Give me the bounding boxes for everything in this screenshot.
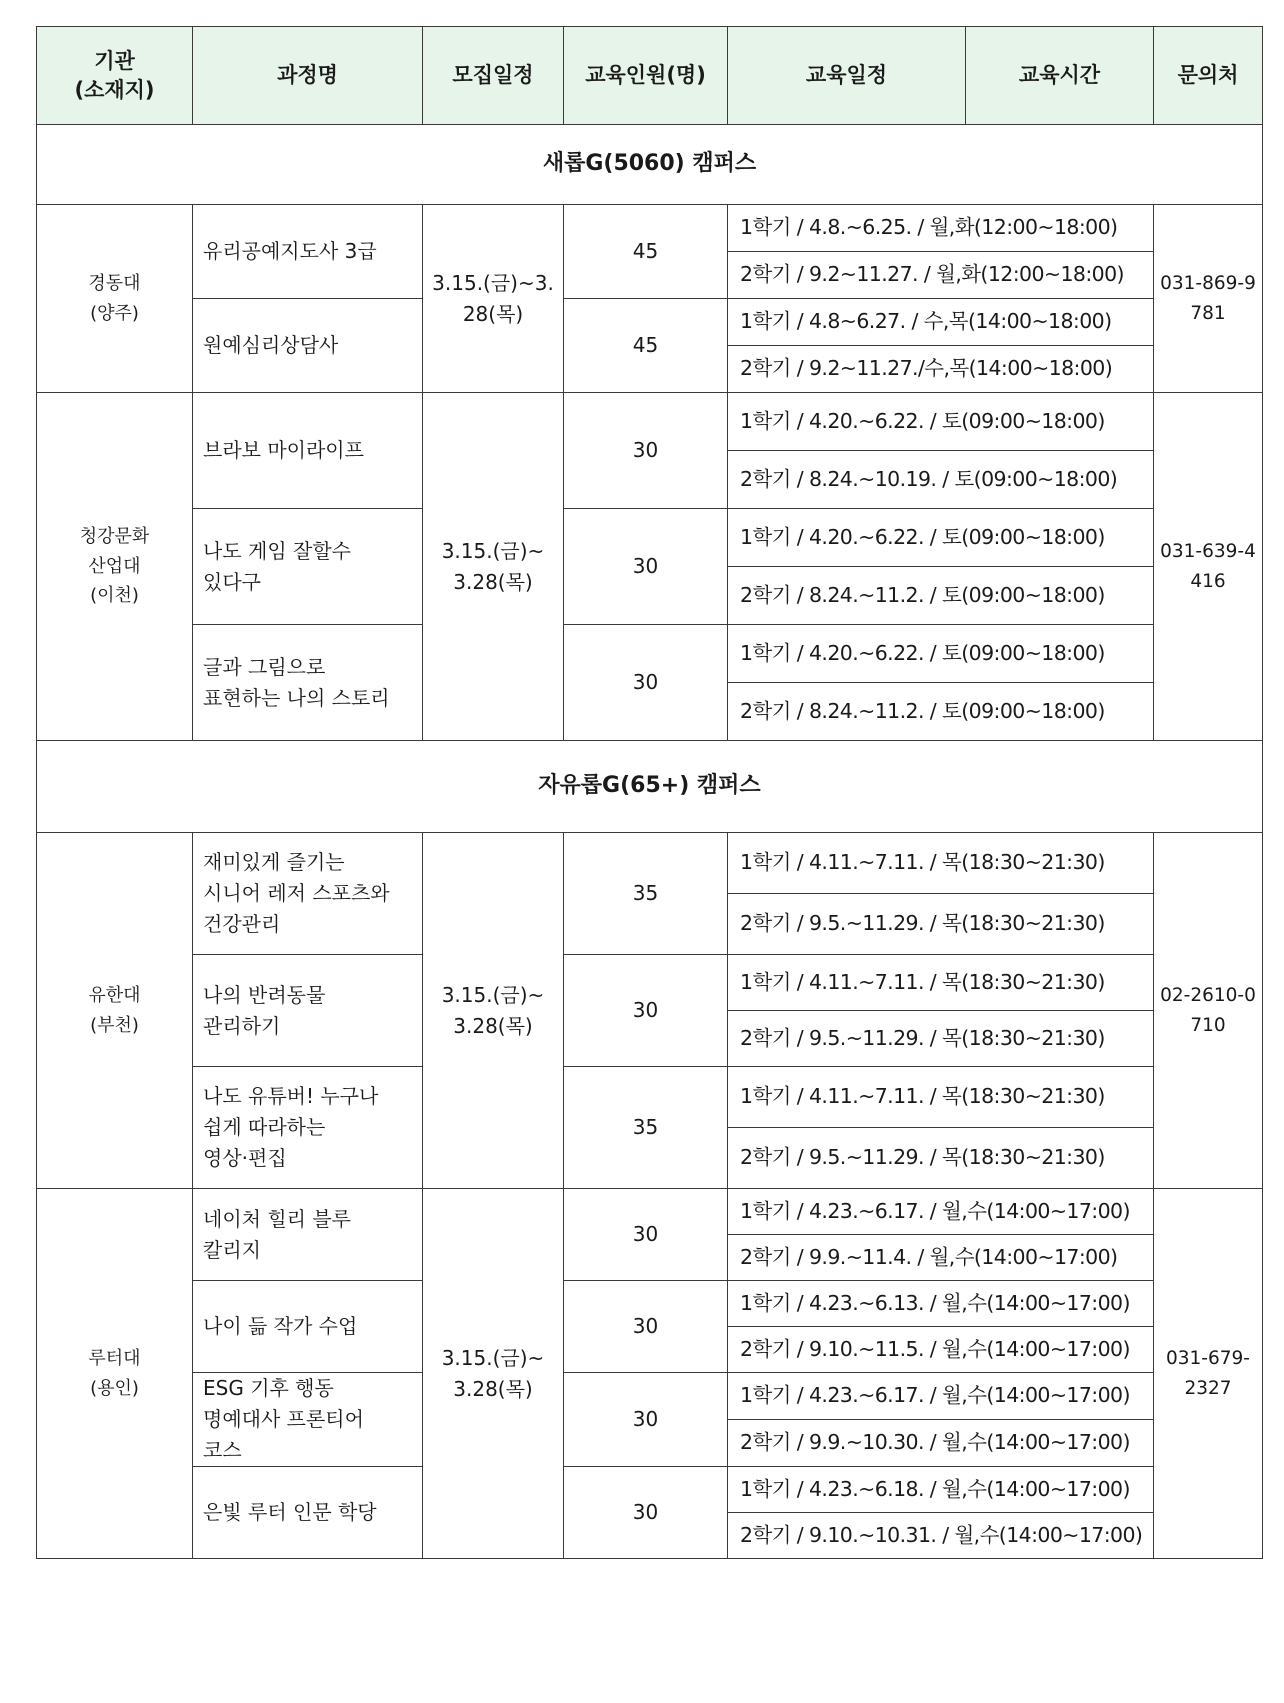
recruit-period-cell: 3.15.(금)~ 3.28(목): [423, 833, 564, 1189]
schedule-cell: 2학기 / 9.5.~11.29. / 목(18:30~21:30): [728, 1128, 1154, 1189]
campus-title: 새롭G(5060) 캠퍼스: [37, 125, 1263, 205]
course-name-cell: 나이 듦 작가 수업: [193, 1281, 423, 1373]
capacity-cell: 45: [564, 205, 728, 299]
campus-title: 자유롭G(65+) 캠퍼스: [37, 741, 1263, 833]
course-name-cell: 나도 게임 잘할수 있다구: [193, 509, 423, 625]
course-name-cell: 나도 유튜버! 누구나 쉽게 따라하는 영상·편집: [193, 1067, 423, 1189]
capacity-cell: 35: [564, 1067, 728, 1189]
program-table-wrapper: [36, 26, 1262, 1559]
header-schedule: 교육일정: [728, 27, 966, 125]
capacity-cell: 30: [564, 1281, 728, 1373]
capacity-cell: 35: [564, 833, 728, 955]
capacity-cell: 30: [564, 1467, 728, 1559]
schedule-cell: 2학기 / 9.9.~11.4. / 월,수(14:00~17:00): [728, 1235, 1154, 1281]
table-row: [37, 1189, 1263, 1235]
contact-cell: 031-679- 2327: [1154, 1189, 1263, 1559]
schedule-cell: 2학기 / 9.10.~10.31. / 월,수(14:00~17:00): [728, 1513, 1154, 1559]
table-row: [37, 1467, 1263, 1513]
table-row: [37, 833, 1263, 894]
schedule-cell: 2학기 / 8.24.~11.2. / 토(09:00~18:00): [728, 683, 1154, 741]
schedule-cell: 1학기 / 4.23.~6.17. / 월,수(14:00~17:00): [728, 1373, 1154, 1420]
institution-cell: 청강문화 산업대 (이천): [37, 393, 193, 741]
contact-cell: 031-639-4 416: [1154, 393, 1263, 741]
schedule-cell: 1학기 / 4.8~6.27. / 수,목(14:00~18:00): [728, 299, 1154, 346]
table-row: [37, 955, 1263, 1011]
course-name-cell: ESG 기후 행동 명예대사 프론티어 코스: [193, 1373, 423, 1467]
recruit-period-cell: 3.15.(금)~3. 28(목): [423, 205, 564, 393]
table-row: [37, 1067, 1263, 1128]
table-header: [37, 27, 1263, 125]
campus-row: [37, 125, 1263, 205]
course-name-cell: 재미있게 즐기는 시니어 레저 스포츠와 건강관리: [193, 833, 423, 955]
table-row: [37, 625, 1263, 683]
course-name-cell: 유리공예지도사 3급: [193, 205, 423, 299]
schedule-cell: 1학기 / 4.11.~7.11. / 목(18:30~21:30): [728, 833, 1154, 894]
capacity-cell: 30: [564, 509, 728, 625]
capacity-cell: 30: [564, 955, 728, 1067]
schedule-cell: 1학기 / 4.23.~6.13. / 월,수(14:00~17:00): [728, 1281, 1154, 1327]
course-name-cell: 브라보 마이라이프: [193, 393, 423, 509]
schedule-cell: 2학기 / 9.2~11.27./수,목(14:00~18:00): [728, 346, 1154, 393]
schedule-cell: 2학기 / 9.9.~10.30. / 월,수(14:00~17:00): [728, 1420, 1154, 1467]
institution-cell: 루터대 (용인): [37, 1189, 193, 1559]
schedule-cell: 2학기 / 9.10.~11.5. / 월,수(14:00~17:00): [728, 1327, 1154, 1373]
schedule-cell: 1학기 / 4.20.~6.22. / 토(09:00~18:00): [728, 625, 1154, 683]
schedule-cell: 2학기 / 9.5.~11.29. / 목(18:30~21:30): [728, 1011, 1154, 1067]
schedule-cell: 1학기 / 4.20.~6.22. / 토(09:00~18:00): [728, 509, 1154, 567]
recruit-period-cell: 3.15.(금)~ 3.28(목): [423, 393, 564, 741]
course-name-cell: 원예심리상담사: [193, 299, 423, 393]
header-row: [37, 27, 1263, 125]
header-time: 교육시간: [966, 27, 1154, 125]
table-row: [37, 1281, 1263, 1327]
header-recruit: 모집일정: [423, 27, 564, 125]
institution-cell: 경동대 (양주): [37, 205, 193, 393]
schedule-cell: 2학기 / 8.24.~10.19. / 토(09:00~18:00): [728, 451, 1154, 509]
table-row: [37, 205, 1263, 252]
header-capacity: 교육인원(명): [564, 27, 728, 125]
course-name-cell: 은빛 루터 인문 학당: [193, 1467, 423, 1559]
contact-cell: 031-869-9 781: [1154, 205, 1263, 393]
course-name-cell: 나의 반려동물 관리하기: [193, 955, 423, 1067]
campus-row: [37, 741, 1263, 833]
schedule-cell: 2학기 / 9.5.~11.29. / 목(18:30~21:30): [728, 894, 1154, 955]
header-institution: 기관 (소재지): [37, 27, 193, 125]
course-name-cell: 글과 그림으로 표현하는 나의 스토리: [193, 625, 423, 741]
table-row: [37, 509, 1263, 567]
header-course: 과정명: [193, 27, 423, 125]
schedule-cell: 2학기 / 9.2~11.27. / 월,화(12:00~18:00): [728, 252, 1154, 299]
table-row: [37, 1373, 1263, 1420]
schedule-cell: 1학기 / 4.23.~6.18. / 월,수(14:00~17:00): [728, 1467, 1154, 1513]
table-body: [37, 125, 1263, 1559]
schedule-cell: 1학기 / 4.11.~7.11. / 목(18:30~21:30): [728, 1067, 1154, 1128]
recruit-period-cell: 3.15.(금)~ 3.28(목): [423, 1189, 564, 1559]
schedule-cell: 1학기 / 4.20.~6.22. / 토(09:00~18:00): [728, 393, 1154, 451]
schedule-cell: 1학기 / 4.23.~6.17. / 월,수(14:00~17:00): [728, 1189, 1154, 1235]
capacity-cell: 30: [564, 625, 728, 741]
capacity-cell: 45: [564, 299, 728, 393]
institution-cell: 유한대 (부천): [37, 833, 193, 1189]
header-contact: 문의처: [1154, 27, 1263, 125]
program-schedule-table: [36, 26, 1263, 1559]
capacity-cell: 30: [564, 1373, 728, 1467]
schedule-cell: 2학기 / 8.24.~11.2. / 토(09:00~18:00): [728, 567, 1154, 625]
schedule-cell: 1학기 / 4.8.~6.25. / 월,화(12:00~18:00): [728, 205, 1154, 252]
table-row: [37, 299, 1263, 346]
capacity-cell: 30: [564, 393, 728, 509]
course-name-cell: 네이처 힐리 블루 칼리지: [193, 1189, 423, 1281]
table-row: [37, 393, 1263, 451]
schedule-cell: 1학기 / 4.11.~7.11. / 목(18:30~21:30): [728, 955, 1154, 1011]
contact-cell: 02-2610-0 710: [1154, 833, 1263, 1189]
capacity-cell: 30: [564, 1189, 728, 1281]
